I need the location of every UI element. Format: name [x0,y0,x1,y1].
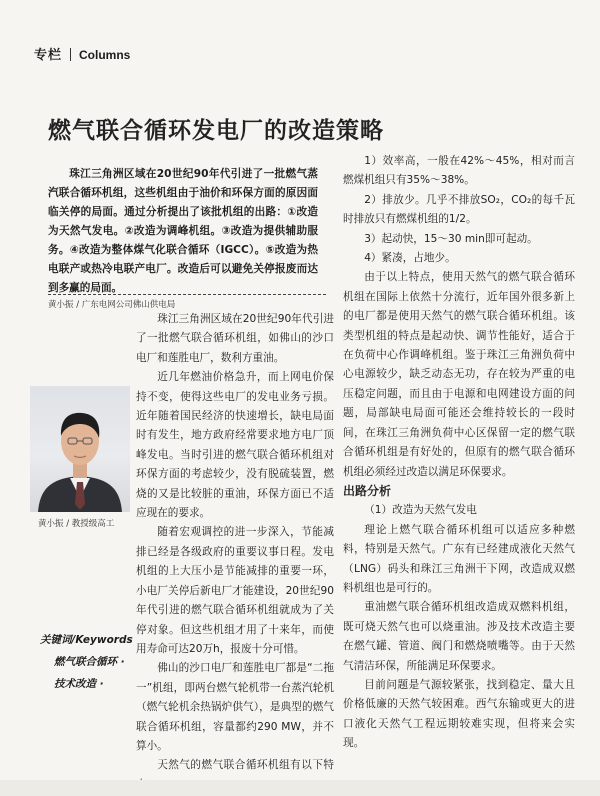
keyword-item: 燃气联合循环 · [54,656,125,668]
keyword-item: 技术改造 · [54,678,104,690]
body-column-1 [136,310,334,795]
body-paragraph: 重油燃气联合循环机组改造成双燃料机组，既可烧天然气也可以烧重油。涉及技术改造主要在燃气罐、管道、阀门和燃烧喷嘴等。由于天然气清洁环保，所能满足环保要求。 [343,601,575,672]
article-abstract: 珠江三角洲区域在20世纪90年代引进了一批燃气蒸汽联合循环机组，这些机组由于油价和环保方面的原因面临关停的局面。通过分析提出了该批机组的出路：①改造为天然气发电。②改造为调峰机组。③改造为提供辅助服务。④改造为整体煤气化联合循环（IGCC）。⑤改造为热电联产或热冷电联产电厂。改造后可以避免关停报废而达到多赢的局面。 [48,168,318,294]
feature-item: 1）效率高，一般在42%～45%，相对而言燃煤机组只有35%～38%。 [343,155,575,187]
photo-caption: 黄小振 / 教授级高工 [38,519,115,529]
article-title: 燃气联合循环发电厂的改造策略 [48,118,384,144]
author-affiliation: 黄小振 / 广东电网公司佛山供电局 [48,300,176,310]
column-header [34,44,130,63]
body-paragraph: 理论上燃气联合循环机组可以适应多种燃料，特别是天然气。广东有已经建成液化天然气（LNG）码头和珠江三角洲干下网，改造成双燃料机组也是可行的。 [343,523,575,594]
portrait-illustration [30,386,130,512]
body-column-2 [343,152,575,754]
keywords-title: 关键词/Keywords [40,634,133,646]
feature-item: 4）紧凑，占地少。 [364,252,456,265]
column-label-en: Columns [79,48,131,62]
body-paragraph: 珠江三角洲区域在20世纪90年代引进了一批燃气联合循环机组，如佛山的沙口电厂和莲胜电厂，数利方重油。 [136,313,334,364]
author-photo [30,386,130,512]
body-paragraph: 由于以上特点，使用天然气的燃气联合循环机组在国际上依然十分流行，近年国外很多新上的电厂都是使用天然气的燃气联合循环机组。该类型机组的特点是起动快、调节性能好，适合于在负荷中心作调峰机组。鉴于珠江三角洲负荷中心电源较少，缺乏动态无功，存在较为严重的电压稳定问题，而且由于电源和电网建设方面的问题，局部缺电局面可能还会维持较长的一段时间，在珠江三角洲负荷中心区保留一定的燃气联合循环机组是有好处的，但原有的燃气联合循环机组必须经过改造以满足环保要求。 [343,271,575,478]
body-paragraph: 近几年燃油价格急升，而上网电价保持不变，使得这些电厂的发电业务亏损。近年随着国民经济的快速增长，缺电局面时有发生，地方政府经常要求地方电厂顶峰发电。当时引进的燃气联合循环机组对环保方面的考虑较少，没有脱硫装置，燃烧的又是比较脏的重油，环保方面已不适应现在的要求。 [136,371,334,520]
subsection-heading: （1）改造为天然气发电 [364,504,477,517]
body-paragraph: 随着宏观调控的进一步深入，节能减排已经是各级政府的重要议事日程。发电机组的上大压小是节能减排的重要一环，小电厂关停后新电厂才能建设，20世纪90年代引进的燃气联合循环机组就成为了关停对象。但这些机组才用了十来年，而使用寿命可达20万h，报废十分可惜。 [136,526,334,655]
feature-item: 2）排放少。几乎不排放SO₂，CO₂的每千瓦时排放只有燃煤机组的1/2。 [343,193,575,226]
section-heading: 出路分析 [343,483,392,498]
body-paragraph: 天然气的燃气联合循环机组有以下特 [157,759,334,772]
body-paragraph: 佛山的沙口电厂和莲胜电厂都是“二拖一”机组，即两台燃气轮机带一台蒸汽轮机（燃气轮机余热锅炉供气），是典型的燃气联合循环机组，容量都约290 MW，并不算小。 [136,662,334,752]
header-divider [70,48,71,61]
column-label-cn: 专栏 [34,48,63,63]
feature-item: 3）起动快，15～30 min即可起动。 [364,232,538,245]
body-paragraph: 目前问题是气源较紧张，找到稳定、量大且价格低廉的天然气较困难。西气东输或更大的进口液化天然气工程远期较难实现，但将来会实现。 [343,678,575,750]
abstract-divider [48,294,326,295]
page-bottom-strip [0,780,600,796]
